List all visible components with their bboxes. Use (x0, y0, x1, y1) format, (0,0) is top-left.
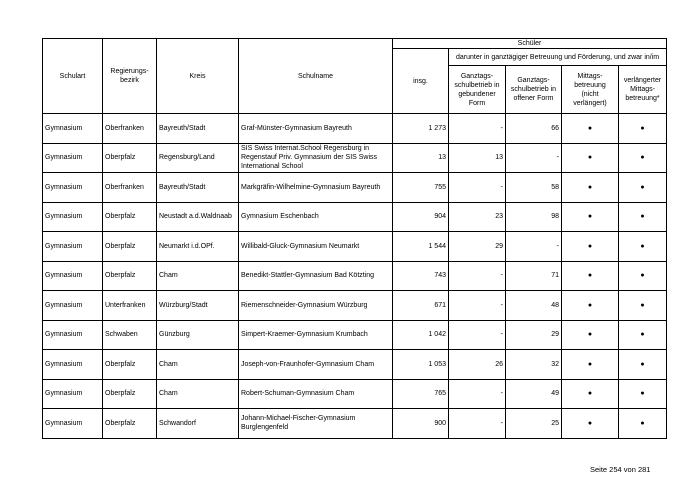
cell-schulart: Gymnasium (43, 261, 103, 291)
cell-offen: 48 (506, 291, 562, 321)
cell-gebunden: - (449, 379, 506, 409)
cell-verl-mittag: ● (619, 409, 667, 439)
cell-mittag: ● (562, 261, 619, 291)
cell-bezirk: Oberpfalz (103, 232, 157, 262)
cell-schulart: Gymnasium (43, 202, 103, 232)
cell-mittag: ● (562, 320, 619, 350)
cell-kreis: Bayreuth/Stadt (157, 173, 239, 203)
table-row (43, 202, 667, 232)
cell-insg: 1 042 (393, 320, 449, 350)
header-regierungsbezirk: Regierungs- bezirk (103, 39, 157, 114)
cell-mittag: ● (562, 173, 619, 203)
cell-kreis: Bayreuth/Stadt (157, 114, 239, 144)
cell-insg: 13 (393, 143, 449, 173)
cell-gebunden: - (449, 291, 506, 321)
cell-schulart: Gymnasium (43, 379, 103, 409)
cell-bezirk: Oberfranken (103, 173, 157, 203)
cell-schulart: Gymnasium (43, 320, 103, 350)
cell-offen: 71 (506, 261, 562, 291)
cell-verl-mittag: ● (619, 291, 667, 321)
header-schueler-group: Schüler (393, 39, 667, 49)
cell-verl-mittag: ● (619, 320, 667, 350)
cell-bezirk: Oberpfalz (103, 202, 157, 232)
header-ganztag-group: darunter in ganztägiger Betreuung und Förderung, und zwar in/im (449, 49, 667, 66)
cell-schulname: SIS Swiss Internat.School Regensburg in Regenstauf Priv. Gymnasium der SIS Swiss International School (239, 143, 393, 173)
cell-kreis: Cham (157, 350, 239, 380)
cell-schulart: Gymnasium (43, 173, 103, 203)
cell-kreis: Günzburg (157, 320, 239, 350)
cell-gebunden: 23 (449, 202, 506, 232)
header-schulart: Schulart (43, 39, 103, 114)
header-schulname: Schulname (239, 39, 393, 114)
header-kreis: Kreis (157, 39, 239, 114)
cell-bezirk: Oberpfalz (103, 143, 157, 173)
cell-schulname: Joseph-von-Fraunhofer-Gymnasium Cham (239, 350, 393, 380)
cell-bezirk: Schwaben (103, 320, 157, 350)
cell-verl-mittag: ● (619, 173, 667, 203)
cell-gebunden: - (449, 114, 506, 144)
cell-schulname: Simpert-Kraemer-Gymnasium Krumbach (239, 320, 393, 350)
cell-offen: - (506, 232, 562, 262)
cell-verl-mittag: ● (619, 202, 667, 232)
cell-offen: 98 (506, 202, 562, 232)
cell-insg: 900 (393, 409, 449, 439)
cell-mittag: ● (562, 291, 619, 321)
cell-mittag: ● (562, 143, 619, 173)
table-row (43, 350, 667, 380)
table-body (43, 114, 667, 439)
header-gebunden: Ganztags- schulbetrieb in gebundener Form (449, 66, 506, 114)
cell-schulart: Gymnasium (43, 232, 103, 262)
cell-kreis: Würzburg/Stadt (157, 291, 239, 321)
table-header (43, 39, 667, 114)
cell-insg: 671 (393, 291, 449, 321)
cell-mittag: ● (562, 409, 619, 439)
table-row (43, 173, 667, 203)
table-row (43, 409, 667, 439)
cell-schulname: Robert-Schuman-Gymnasium Cham (239, 379, 393, 409)
cell-offen: 49 (506, 379, 562, 409)
cell-mittag: ● (562, 350, 619, 380)
cell-schulname: Riemenschneider-Gymnasium Würzburg (239, 291, 393, 321)
cell-gebunden: - (449, 173, 506, 203)
cell-insg: 755 (393, 173, 449, 203)
cell-bezirk: Unterfranken (103, 291, 157, 321)
table-row (43, 320, 667, 350)
cell-kreis: Cham (157, 379, 239, 409)
cell-insg: 743 (393, 261, 449, 291)
header-mittag: Mittags- betreuung (nicht verlängert) (562, 66, 619, 114)
cell-offen: - (506, 143, 562, 173)
cell-schulart: Gymnasium (43, 409, 103, 439)
table-row (43, 291, 667, 321)
cell-offen: 58 (506, 173, 562, 203)
table-row (43, 232, 667, 262)
cell-verl-mittag: ● (619, 261, 667, 291)
header-verl-mittag: verlängerter Mittags- betreuung* (619, 66, 667, 114)
cell-schulname: Gymnasium Eschenbach (239, 202, 393, 232)
cell-offen: 29 (506, 320, 562, 350)
table-row (43, 261, 667, 291)
cell-insg: 1 544 (393, 232, 449, 262)
table-row (43, 143, 667, 173)
schools-table (42, 38, 667, 439)
table-row (43, 379, 667, 409)
cell-bezirk: Oberpfalz (103, 261, 157, 291)
cell-mittag: ● (562, 379, 619, 409)
cell-schulname: Graf-Münster-Gymnasium Bayreuth (239, 114, 393, 144)
header-insg: insg. (393, 49, 449, 114)
cell-offen: 66 (506, 114, 562, 144)
cell-gebunden: 13 (449, 143, 506, 173)
cell-kreis: Cham (157, 261, 239, 291)
cell-bezirk: Oberpfalz (103, 409, 157, 439)
cell-insg: 1 053 (393, 350, 449, 380)
cell-kreis: Regensburg/Land (157, 143, 239, 173)
cell-verl-mittag: ● (619, 350, 667, 380)
cell-schulart: Gymnasium (43, 143, 103, 173)
cell-schulart: Gymnasium (43, 350, 103, 380)
cell-verl-mittag: ● (619, 379, 667, 409)
cell-bezirk: Oberpfalz (103, 379, 157, 409)
cell-schulname: Benedikt-Stattler-Gymnasium Bad Kötzting (239, 261, 393, 291)
cell-schulname: Johann-Michael-Fischer-Gymnasium Burglengenfeld (239, 409, 393, 439)
cell-verl-mittag: ● (619, 232, 667, 262)
cell-bezirk: Oberfranken (103, 114, 157, 144)
page-number: Seite 254 von 281 (590, 465, 651, 474)
cell-gebunden: 29 (449, 232, 506, 262)
cell-gebunden: 26 (449, 350, 506, 380)
cell-verl-mittag: ● (619, 143, 667, 173)
cell-mittag: ● (562, 202, 619, 232)
cell-schulname: Willibald-Gluck-Gymnasium Neumarkt (239, 232, 393, 262)
cell-gebunden: - (449, 320, 506, 350)
cell-insg: 1 273 (393, 114, 449, 144)
cell-schulart: Gymnasium (43, 114, 103, 144)
cell-mittag: ● (562, 232, 619, 262)
cell-kreis: Neustadt a.d.Waldnaab (157, 202, 239, 232)
cell-schulart: Gymnasium (43, 291, 103, 321)
cell-kreis: Neumarkt i.d.OPf. (157, 232, 239, 262)
cell-kreis: Schwandorf (157, 409, 239, 439)
cell-verl-mittag: ● (619, 114, 667, 144)
cell-mittag: ● (562, 114, 619, 144)
cell-insg: 765 (393, 379, 449, 409)
cell-offen: 32 (506, 350, 562, 380)
cell-gebunden: - (449, 261, 506, 291)
cell-bezirk: Oberpfalz (103, 350, 157, 380)
header-offen: Ganztags- schulbetrieb in offener Form (506, 66, 562, 114)
cell-schulname: Markgräfin-Wilhelmine-Gymnasium Bayreuth (239, 173, 393, 203)
cell-gebunden: - (449, 409, 506, 439)
cell-offen: 25 (506, 409, 562, 439)
cell-insg: 904 (393, 202, 449, 232)
table-row (43, 114, 667, 144)
